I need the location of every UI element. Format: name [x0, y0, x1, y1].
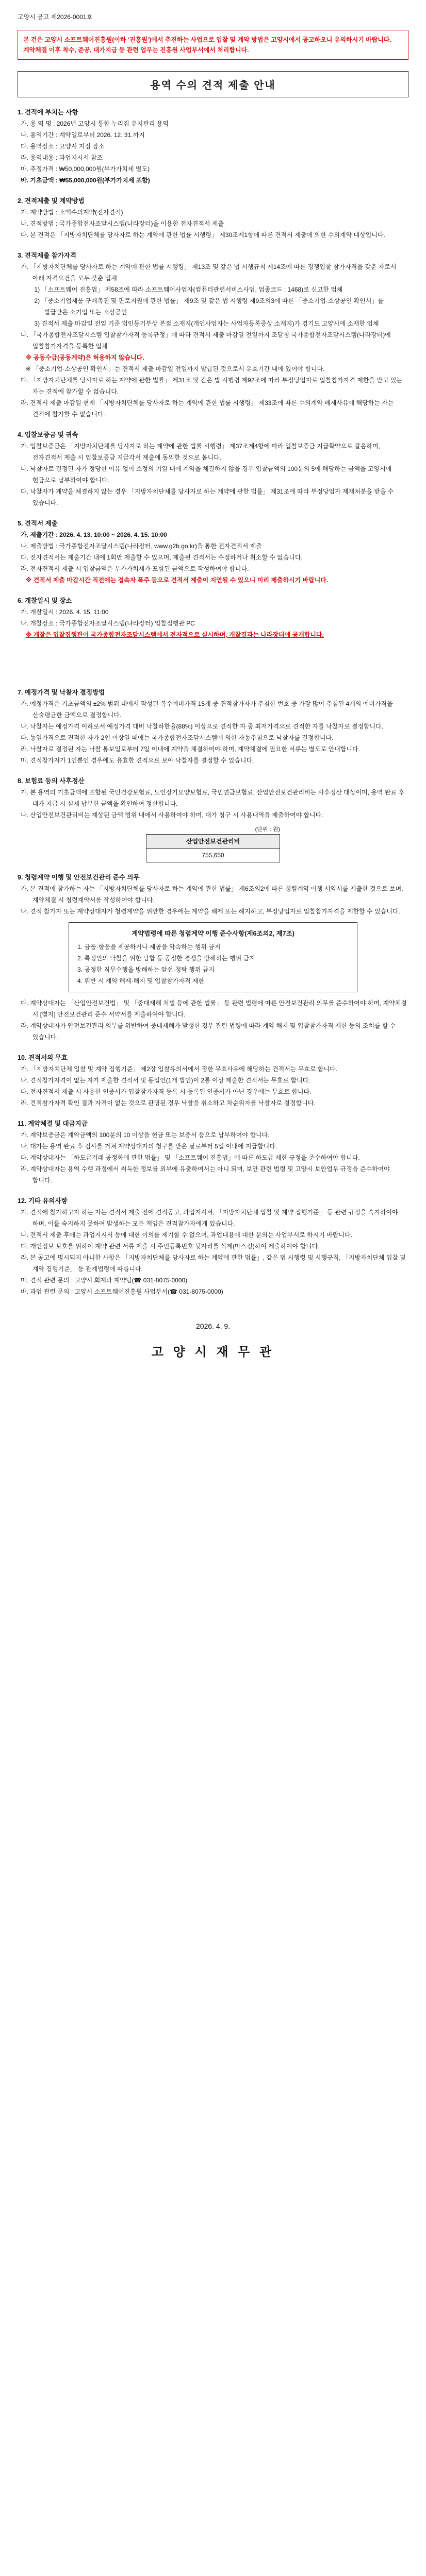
sub-item: 1) 「소프트웨어 진흥법」 제58조에 따라 소프트웨어사업자(컴퓨터관련서비스사업, 업종코드 : 1468)로 신고한 업체	[34, 286, 343, 293]
fee-table-header: 산업안전보건관리비	[146, 835, 280, 849]
section-2	[18, 195, 408, 241]
section-item: 가. 입찰보증금은 「지방자치단체를 당사자로 하는 계약에 관한 법률 시행령」 제37조제4항에 따라 입찰보증금 지급확약으로 갈음하며, 전자견적서 제출 시 입찰보증금 지급각서 제출에 동의한 것으로 봅니다.	[21, 443, 380, 461]
section-item: 나. 「국가종합전자조달시스템 입찰참가자격 등록규정」에 따라 견적서 제출 마감일 전일까지 조달청 국가종합전자조달시스템(나라장터)에 입찰참가자격을 등록한 업체	[21, 331, 391, 350]
sections	[18, 107, 408, 1297]
fee-table-value: 755,650	[146, 849, 280, 862]
notice-number: 고양시 공고 제2026-0001호	[18, 13, 93, 21]
section-item: 나. 견적 참가자 또는 계약상대자가 청렴계약을 위반한 경우에는 계약을 해제 또는 해지하고, 부정당업자로 입찰참가자격을 제한할 수 있습니다.	[21, 908, 400, 915]
alert-text: 본 건은 고양시 소프트웨어진흥원(이하 ‘진흥원’)에서 추진하는 사업으로 입찰 및 계약 방법은 고양시에서 공고하오니 유의하시기 바랍니다. 계약체결 이후 착수, 준공, 대가지급 등 관련 업무는 진흥원 사업부서에서 처리합니다.	[23, 36, 391, 54]
section-item: 다. 용역장소 : 고양시 지정 장소	[21, 143, 105, 150]
fee-table-grid	[146, 834, 280, 862]
section-heading: 11. 계약체결 및 대금지급	[18, 1120, 88, 1127]
section-item: 나. 용역기간 : 계약일로부터 2026. 12. 31.까지	[21, 131, 145, 139]
note-line: ※ 개찰은 입찰집행관이 국가종합전자조달시스템에서 전자적으로 실시하며, 개찰결과는 나라장터에 공개합니다.	[25, 631, 324, 638]
section-item: 나. 산업안전보건관리비는 계상된 금액 범위 내에서 사용하여야 하며, 대가 청구 시 사용내역을 제출하여야 합니다.	[21, 811, 323, 819]
section-5	[18, 518, 408, 586]
page-title: 용역 수의 견적 제출 안내	[18, 71, 408, 97]
section-item: 가. 견적에 참가하고자 하는 자는 견적서 제출 전에 견적공고, 과업지시서, 「지방자치단체 입찰 및 계약 집행기준」 등 관련 규정을 숙지하여야 하며, 이를 숙지하지 못하여 발생하는 모든 책임은 견적참가자에게 있습니다.	[21, 1209, 398, 1227]
section-heading: 5. 견적서 제출	[18, 520, 58, 527]
section-4	[18, 429, 408, 509]
section-item: 마. 견적참가자가 1인뿐인 경우에도 유효한 견적으로 보아 낙찰자를 결정할 수 있습니다.	[21, 757, 254, 764]
section-item: 라. 계약상대자는 용역 수행 과정에서 취득한 정보를 외부에 유출하여서는 아니 되며, 보안 관련 법령 및 고양시 보안업무 규정을 준수하여야 합니다.	[21, 1165, 390, 1184]
section-item: 다. 계약상대자는 「산업안전보건법」 및 「중대재해 처벌 등에 관한 법률」 등 관련 법령에 따른 안전보건관리 의무를 준수하여야 하며, 계약체결 시 [별지] 안전보건관리 준수 서약서를 제출하여야 합니다.	[21, 999, 407, 1018]
section-item: 나. 제출방법 : 국가종합전자조달시스템(나라장터, www.g2b.go.kr)을 통한 전자견적서 제출	[21, 543, 262, 550]
section-item: 가. 개찰일시 : 2026. 4. 15. 11:00	[21, 608, 109, 616]
section-heading: 6. 개찰일시 및 장소	[18, 597, 72, 604]
note-line: ※ 견적서 제출 마감시간 직전에는 접속자 폭주 등으로 견적서 제출이 지연될 수 있으니 미리 제출하시기 바랍니다.	[25, 577, 329, 584]
integrity-rule-line: 3. 공정한 직무수행을 방해하는 알선·청탁 행위 금지	[77, 966, 215, 973]
section-item: 다. 동일가격으로 견적한 자가 2인 이상일 때에는 국가종합전자조달시스템에 의한 자동추첨으로 낙찰자를 결정합니다.	[21, 734, 334, 741]
section-item: 가. 본 견적에 참가하는 자는 「지방자치단체를 당사자로 하는 계약에 관한 법률」 제6조의2에 따른 청렴계약 이행 서약서를 제출한 것으로 보며, 계약체결 시 청렴계약서를 작성하여야 합니다.	[21, 885, 403, 904]
section-item: 다. 「지방자치단체를 당사자로 하는 계약에 관한 법률」 제31조 및 같은 법 시행령 제92조에 따라 부정당업자로 입찰참가자격 제한을 받고 있는 자는 견적에 참가할 수 없습니다.	[21, 377, 403, 395]
section-item: 라. 견적참가자격 확인 결과 자격이 없는 것으로 판명된 경우 낙찰을 취소하고 차순위자를 낙찰자로 결정합니다.	[21, 1099, 316, 1107]
section-heading: 3. 견적제출 참가자격	[18, 252, 76, 259]
section-item: 라. 견적서 제출 마감일 현재 「지방자치단체를 당사자로 하는 계약에 관한 법률 시행령」 제33조에 따른 수의계약 배제사유에 해당하는 자는 견적에 참가할 수 없습니다.	[21, 399, 394, 418]
section-item: 다. 개인정보 보호를 위하여 계약 관련 서류 제출 시 주민등록번호 뒷자리를 삭제(마스킹)하여 제출하여야 합니다.	[21, 1243, 320, 1250]
section-item: 라. 본 공고에 명시되지 아니한 사항은 「지방자치단체를 당사자로 하는 계약에 관한 법률」, 같은 법 시행령 및 시행규칙, 「지방자치단체 입찰 및 계약 집행기준」 등 관계법령에 따릅니다.	[21, 1254, 406, 1273]
section-item: 라. 전자견적서 제출 시 입찰금액은 부가가치세가 포함된 금액으로 작성하여야 합니다.	[21, 565, 249, 572]
section-item: 가. 용 역 명 : 2026년 고양시 통합 누리집 유지관리 용역	[21, 120, 169, 127]
section-item: 가. 제출기간 : 2026. 4. 13. 10:00 ~ 2026. 4. 15. 10:00	[21, 531, 167, 538]
section-item: 라. 낙찰자로 결정된 자는 낙찰 통보일로부터 7일 이내에 계약을 체결하여야 하며, 계약체결에 필요한 서류는 별도로 안내합니다.	[21, 745, 360, 753]
section-7	[18, 687, 408, 766]
section-item: 나. 견적서 제출 후에는 과업지시서 등에 대한 이의를 제기할 수 없으며, 과업내용에 대한 문의는 사업부서로 하시기 바랍니다.	[21, 1231, 352, 1239]
section-1	[18, 107, 408, 186]
section-item: 가. 계약보증금은 계약금액의 100분의 10 이상을 현금 또는 보증서 등으로 납부하여야 합니다.	[21, 1131, 270, 1139]
note-line: ※ 「중소기업·소상공인 확인서」는 견적서 제출 마감일 전일까지 발급된 것으로서 유효기간 내에 있어야 합니다.	[25, 365, 325, 372]
section-item: 다. 전자견적서 제출 시 사용한 인증서가 입찰참가자격 등록 시 등록된 인증서가 아닌 경우에는 무효로 합니다.	[21, 1088, 312, 1095]
section-item: 다. 전자견적서는 제출기간 내에 1회만 제출할 수 있으며, 제출된 견적서는 수정하거나 취소할 수 없습니다.	[21, 554, 303, 561]
section-item: 다. 계약상대자는 「하도급거래 공정화에 관한 법률」 및 「소프트웨어 진흥법」에 따른 하도급 제한 규정을 준수하여야 합니다.	[21, 1154, 360, 1161]
section-item: 나. 견적참가자격이 없는 자가 제출한 견적서 및 동일인(1개 법인)이 2통 이상 제출한 견적서는 무효로 합니다.	[21, 1077, 310, 1084]
fee-table-unit: (단위 : 원)	[255, 826, 280, 833]
section-item: 가. 「지방자치단체 입찰 및 계약 집행기준」 제2장 입찰유의서에서 정한 무효사유에 해당하는 견적서는 무효로 합니다.	[21, 1065, 337, 1073]
section-8	[18, 775, 408, 862]
section-item: 나. 낙찰자는 예정가격 이하로서 예정가격 대비 낙찰하한율(88%) 이상으로 견적한 자 중 최저가격으로 견적한 자를 낙찰자로 결정합니다.	[21, 723, 384, 730]
closing-date: 2026. 4. 9.	[195, 1322, 231, 1330]
section-12	[18, 1195, 408, 1297]
closing-issuer: 고 양 시 재 무 관	[151, 1345, 275, 1359]
section-heading: 2. 견적제출 및 계약방법	[18, 197, 85, 205]
section-heading: 12. 기타 유의사항	[18, 1197, 68, 1205]
integrity-rules-title: 계약법령에 따른 청렴계약 이행 준수사항(제6조의2, 제7조)	[132, 930, 294, 937]
section-item: 나. 낙찰자로 결정된 자가 정당한 이유 없이 소정의 기일 내에 계약을 체결하지 않을 경우 입찰금액의 100분의 5에 해당하는 금액을 고양시에 현금으로 납부하여야 합니다.	[21, 465, 392, 484]
section-heading: 7. 예정가격 및 낙찰자 결정방법	[18, 689, 105, 696]
section-item: 마. 견적 관련 문의 : 고양시 회계과 계약팀(☎ 031-8075-0000)	[21, 1277, 188, 1284]
section-item: 라. 계약상대자가 안전보건관리 의무를 위반하여 중대재해가 발생한 경우 관련 법령에 따라 계약 해지 및 입찰참가자격 제한 등의 조치를 할 수 있습니다.	[21, 1022, 396, 1041]
section-item: 가. 본 용역의 기초금액에 포함된 국민건강보험료, 노인장기요양보험료, 국민연금보험료, 산업안전보건관리비는 사후정산 대상이며, 용역 완료 후 대가 지급 시 실제 납부한 금액을 확인하여 정산합니다.	[21, 789, 404, 807]
section-heading: 1. 견적에 부치는 사항	[18, 109, 78, 116]
section-item: 다. 본 견적은 「지방자치단체를 당사자로 하는 계약에 관한 법률 시행령」 제30조제1항에 따른 견적서 제출에 의한 수의계약 대상입니다.	[21, 231, 385, 239]
section-item: 나. 개찰장소 : 국가종합전자조달시스템(나라장터) 입찰집행관 PC	[21, 620, 195, 627]
section-heading: 10. 견적서의 무효	[18, 1054, 68, 1061]
section-item: 가. 계약방법 : 소액수의계약(전자견적)	[21, 209, 123, 216]
section-heading: 9. 청렴계약 이행 및 안전보건관리 준수 의무	[18, 874, 140, 881]
note-line: ※ 공동수급(공동계약)은 허용하지 않습니다.	[25, 354, 144, 361]
section-item: 바. 기초금액 : ₩55,000,000원(부가가치세 포함)	[21, 177, 150, 184]
section-10	[18, 1052, 408, 1109]
sub-item: 3) 견적서 제출 마감일 전일 기준 법인등기부상 본점 소재지(개인사업자는 사업자등록증상 소재지)가 경기도 고양시에 소재한 업체	[34, 320, 379, 327]
section-9	[18, 872, 408, 1043]
section-heading: 8. 보험료 등의 사후정산	[18, 777, 85, 785]
section-item: 가. 「지방자치단체를 당사자로 하는 계약에 관한 법률 시행령」 제13조 및 같은 법 시행규칙 제14조에 따른 경쟁입찰 참가자격을 갖춘 자로서 아래 자격요건을 모두 갖춘 업체	[21, 263, 397, 282]
section-item: 마. 추정가격 : ₩50,000,000원(부가가치세 별도)	[21, 165, 150, 173]
alert-box	[18, 30, 408, 60]
integrity-rules-box	[69, 922, 357, 992]
integrity-rule-line: 1. 금품·향응을 제공하거나 제공을 약속하는 행위 금지	[77, 943, 221, 951]
section-11	[18, 1118, 408, 1186]
section-item: 나. 견적방법 : 국가종합전자조달시스템(나라장터)을 이용한 전자견적서 제출	[21, 220, 224, 227]
section-item: 라. 용역내용 : 과업지시서 참조	[21, 154, 103, 161]
section-item: 가. 예정가격은 기초금액의 ±2% 범위 내에서 작성된 복수예비가격 15개 중 견적참가자가 추첨한 번호 중 가장 많이 추첨된 4개의 예비가격을 산술평균한 금액으로 결정합니다.	[21, 700, 393, 719]
section-6	[18, 595, 408, 640]
section-item: 나. 대가는 용역 완료 후 검사를 거쳐 계약상대자의 청구를 받은 날로부터 5일 이내에 지급합니다.	[21, 1143, 277, 1150]
section-heading: 4. 입찰보증금 및 귀속	[18, 431, 78, 438]
section-item: 바. 과업 관련 문의 : 고양시 소프트웨어진흥원 사업부서(☎ 031-8075-0000)	[21, 1288, 223, 1295]
integrity-rule-line: 4. 위반 시 계약 해제·해지 및 입찰참가자격 제한	[77, 977, 204, 985]
section-item: 다. 낙찰자가 계약을 체결하지 않는 경우 「지방자치단체를 당사자로 하는 계약에 관한 법률」 제31조에 따라 부정당업자 제재처분을 받을 수 있습니다.	[21, 488, 394, 506]
sub-item: 2) 「중소기업제품 구매촉진 및 판로지원에 관한 법률」 제9조 및 같은 법 시행령 제9조의3에 따른 「중소기업·소상공인 확인서」를 발급받은 소기업 또는 소상공인	[34, 297, 384, 316]
fee-table	[146, 825, 280, 862]
integrity-rule-line: 2. 특정인의 낙찰을 위한 담합 등 공정한 경쟁을 방해하는 행위 금지	[77, 955, 255, 962]
section-3	[18, 250, 408, 420]
